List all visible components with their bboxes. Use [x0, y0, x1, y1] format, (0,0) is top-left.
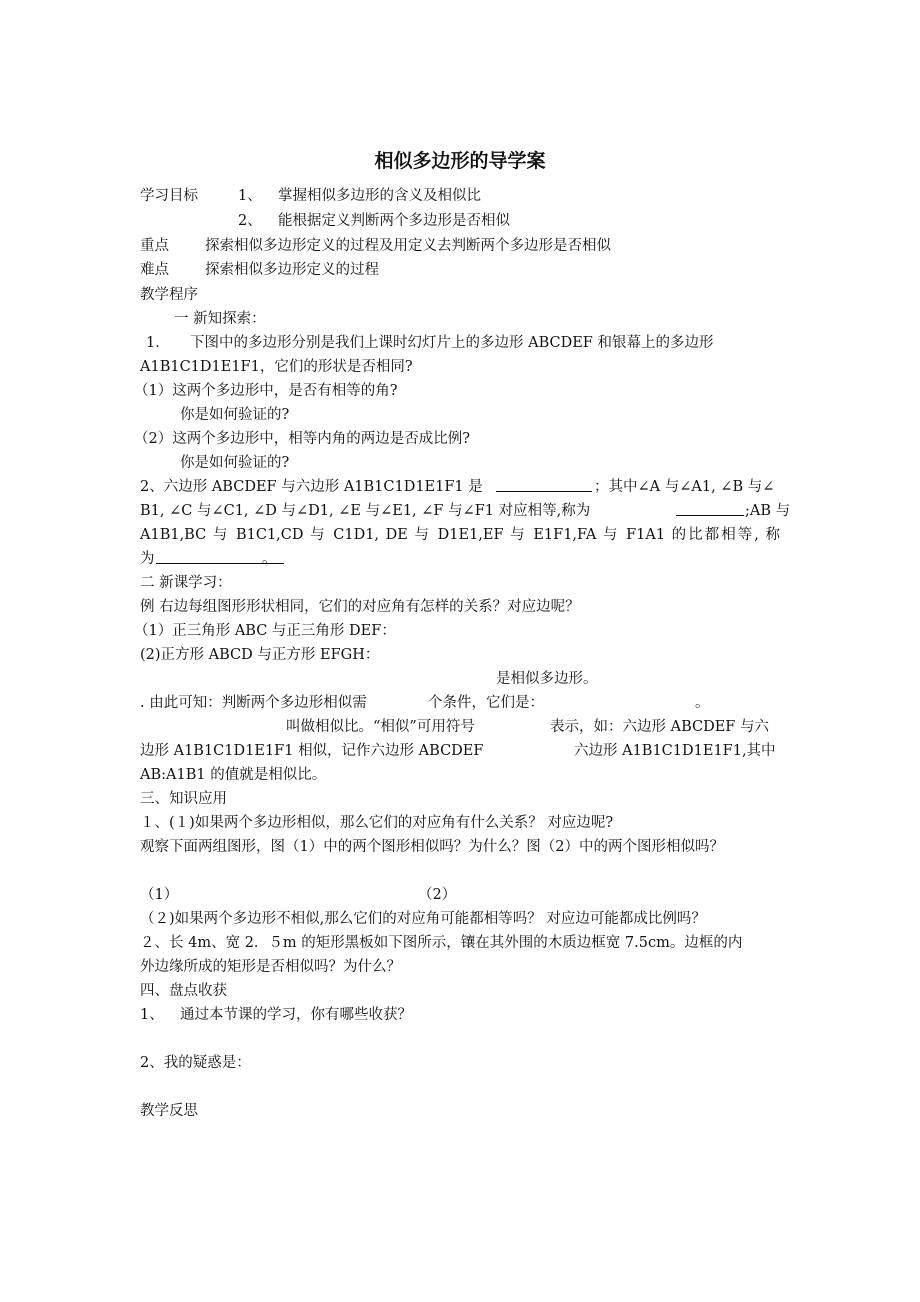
part2-example-1: （1）正三角形 ABC 与正三角形 DEF：	[134, 623, 396, 639]
part1-q2-blank-2[interactable]	[676, 501, 744, 516]
part1-q1-line2: A1B1C1D1E1F1，它们的形状是否相同?	[140, 359, 413, 375]
part3-q1: １、(１)如果两个多边形相似，那么它们的对应角有什么关系？ 对应边呢?	[140, 815, 614, 831]
difficulty-text: 探索相似多边形定义的过程	[205, 262, 379, 278]
part1-sub2-ask: 你是如何验证的?	[180, 455, 290, 471]
part1-sub2: （2）这两个多边形中，相等内角的两边是否成比例?	[134, 431, 470, 447]
part1-heading: 一 新知探索：	[174, 311, 266, 327]
part2-ratio-b: 表示，如：六边形 ABCDEF 与六	[550, 719, 769, 735]
part2-ratio-line3: AB:A1B1 的值就是相似比。	[140, 767, 327, 783]
key-point-text: 探索相似多边形定义的过程及用定义去判断两个多边形是否相似	[205, 238, 611, 254]
part2-conclusion-c: 。	[695, 695, 710, 711]
procedure-heading: 教学程序	[140, 287, 198, 303]
part2-example: 例 右边每组图形形状相同，它们的对应角有怎样的关系？对应边呢？	[140, 599, 580, 615]
part1-q2-text-b: ；其中∠A 与∠A1, ∠B 与∠	[594, 479, 775, 495]
page-title: 相似多边形的导学案	[374, 150, 546, 172]
part1-q2-text-a: 2、六边形 ABCDEF 与六边形 A1B1C1D1E1F1 是	[140, 479, 483, 495]
part4-item-1-number: 1、	[140, 1007, 164, 1023]
difficulty-label: 难点	[140, 262, 169, 278]
part1-q2-line3: A1B1,BC 与 B1C1,CD 与 C1D1, DE 与 D1E1,EF 与 E1F1,FA 与 F1A1 的比都相等, 称	[140, 527, 780, 543]
part3-q2-line1: ２、长 4m、宽 2．５m 的矩形黑板如下图所示，镶在其外围的木质边框宽 7.5cm。边框的内	[140, 935, 743, 951]
part3-figure-2-label: （2）	[418, 887, 457, 903]
part3-heading: 三、知识应用	[140, 791, 227, 807]
part3-figure-1-label: （1）	[140, 887, 179, 903]
part2-ratio-a: 叫做相似比。“相似”可用符号	[286, 719, 475, 735]
part2-heading: 二 新课学习：	[140, 575, 232, 591]
goals-label: 学习目标	[140, 188, 198, 204]
part1-q2-line2-b: ;AB 与	[745, 503, 791, 519]
part1-sub1: （1）这两个多边形中，是否有相等的角?	[134, 383, 398, 399]
part4-item-2: 2、我的疑惑是：	[140, 1055, 251, 1071]
goal-1-text: 掌握相似多边形的含义及相似比	[278, 188, 481, 204]
part2-ratio-line2-a: 边形 A1B1C1D1E1F1 相似，记作六边形 ABCDEF	[140, 743, 484, 759]
goal-2-number: 2、	[238, 213, 262, 229]
part2-similar-line: 是相似多边形。	[496, 671, 598, 687]
part1-q1-line1: 下图中的多边形分别是我们上课时幻灯片上的多边形 ABCDEF 和银幕上的多边形	[190, 335, 714, 351]
part1-q1-number: 1．	[146, 335, 170, 351]
part1-sub1-ask: 你是如何验证的?	[180, 407, 290, 423]
key-point-label: 重点	[140, 238, 169, 254]
part2-conclusion-a: . 由此可知：判断两个多边形相似需	[140, 695, 367, 711]
reflection-heading: 教学反思	[140, 1103, 198, 1119]
goal-2-text: 能根据定义判断两个多边形是否相似	[278, 213, 510, 229]
part3-observe: 观察下面两组图形，图（1）中的两个图形相似吗？为什么？图（2）中的两个图形相似吗？	[140, 839, 724, 855]
part1-q2-line4-b: 。	[262, 551, 277, 567]
part2-ratio-line2-b: 六边形 A1B1C1D1E1F1,其中	[574, 743, 776, 759]
part2-example-2: (2)正方形 ABCD 与正方形 EFGH：	[140, 647, 380, 663]
part4-item-1: 通过本节课的学习，你有哪些收获？	[180, 1007, 412, 1023]
part2-conclusion-b: 个条件，它们是：	[428, 695, 544, 711]
part1-q2-line2-a: B1, ∠C 与∠C1, ∠D 与∠D1, ∠E 与∠E1, ∠F 与∠F1 对应相等,称为	[140, 503, 591, 519]
goal-1-number: 1、	[238, 188, 262, 204]
part1-q2-blank-1[interactable]	[496, 477, 592, 492]
part4-heading: 四、盘点收获	[140, 983, 227, 999]
part3-q1b: （２)如果两个多边形不相似,那么它们的对应角可能都相等吗？ 对应边可能都成比例吗？	[140, 911, 706, 927]
part1-q2-line4-a: 为	[140, 551, 155, 567]
part3-q2-line2: 外边缘所成的矩形是否相似吗？为什么？	[140, 959, 401, 975]
